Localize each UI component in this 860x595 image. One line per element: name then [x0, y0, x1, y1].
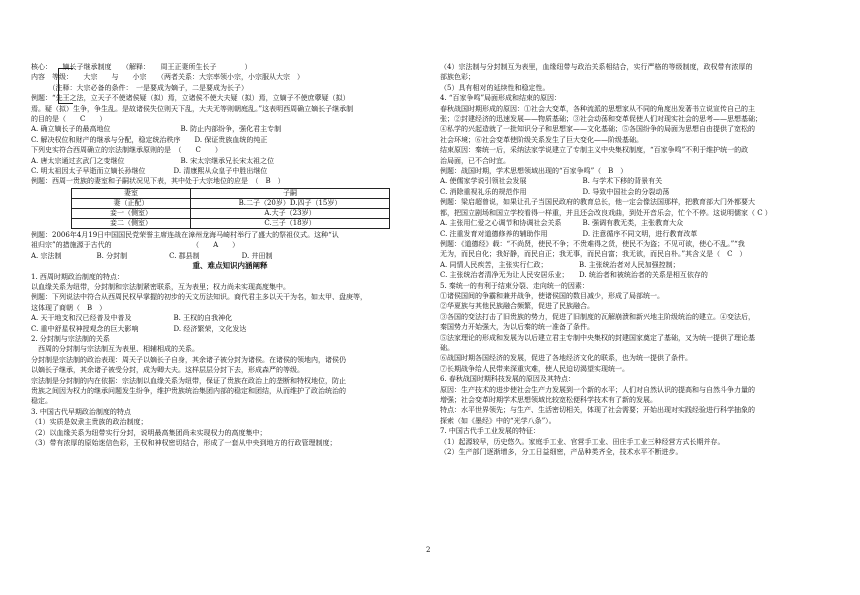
text-line: 核心： 嫡长子继承制度 （解释： 周王正妻所生长子 ） — [31, 63, 252, 71]
text-line: 例题：下列说法中符合从西周民权早掌握的初步的天文历法知识。商代君主多以天干为名，如太甲、盘庚等， — [31, 293, 367, 302]
text-line: 社会环境；⑥社会变革使阶级关系发生了巨大变化——阶级基础。 — [440, 135, 643, 144]
section-title: 重、难点知识内涵阐释 — [192, 261, 268, 271]
left-lines-block-2 — [31, 230, 429, 261]
text-line: 4. “百家争鸣”局面形成和结束的原因： — [440, 94, 562, 103]
text-line: 这体现了商朝（ B ） — [31, 303, 107, 312]
text-line: 3. 中国古代早期政治制度的特点 — [31, 407, 131, 416]
table-cell: 妾二（侧室） — [72, 218, 191, 228]
text-line: ⑦长期战争给人民带来深重灾难，使人民迫切渴望实现统一。 — [440, 364, 629, 373]
text-line: 祖归宗”的措施源于古代的 （ A ） — [31, 241, 240, 250]
text-line: 张；②封建经济的迅速发展——物质基础；③社会动荡和变革促使人们对现实社会的思考——思想基础； — [440, 115, 762, 124]
text-line: 焉。疑（拟）生争，争生乱。是故诸侯失位则天下乱，大夫无等则朝庭乱。”这表明西周确立嫡长子继承制 — [31, 104, 354, 113]
right-lines-block — [440, 62, 846, 457]
text-line: 西周的分封制与宗法制互为表里、相辅相成的关系。 — [31, 345, 199, 354]
text-line: C. 主张统治者清净无为让人民安居乐业； D. 统治者和被统治者的关系是相互依存的 — [440, 271, 708, 280]
text-line: A. 使儒家学说引领社会发展 B. 与学术下移的背景有关 — [440, 177, 663, 186]
text-line: 部族色彩； — [440, 73, 475, 82]
table-cell: C.三子（18岁） — [191, 218, 390, 228]
left-lines-block-3 — [31, 272, 429, 449]
text-line: 增强；社会变革时期学术思想领域比较宽松便科学技术有了新的发展。 — [440, 396, 657, 404]
table-header-row — [72, 188, 390, 198]
text-line: ⑤法家理论的形成和发展为以后建立君主专制中央集权的封建国家奠定了基础，又为统一提供了理论基 — [440, 333, 755, 342]
text-line: ⑥战国时期各国经济的发展，促进了各地经济文化的联系，也为统一提供了条件。 — [440, 354, 692, 363]
text-line: 探索（如《墨经》中的“光学八条”）。 — [440, 416, 556, 425]
table-row — [72, 198, 390, 208]
text-line: 特点：水平世界领先；与生产、生活密切相关，体现了社会需要；开始出现对实践经验进行科学抽象的 — [440, 406, 755, 415]
table-cell: B.二子（20岁）D.四子（15岁） — [191, 198, 390, 208]
text-line: （2）生产部门逐渐增多，分工日益细密，产品种类齐全，技术水平不断进步。 — [440, 448, 683, 457]
text-line: A. 宗法制 B. 分封制 C. 郡县制 D. 井田制 — [31, 251, 273, 260]
text-line: 宗法制是分封制的内在依据：宗法制以血缘关系为纽带，保证了贵族在政治上的垄断和特权地位，防止 — [31, 376, 346, 385]
table-cell: A.大子（23岁） — [191, 208, 390, 218]
text-line: （1）起源较早，历史悠久。家庭手工业、官营手工业、田庄手工业三种经营方式长期并存。 — [440, 437, 725, 446]
left-column — [31, 62, 429, 448]
text-line: A. 同情人民疾苦，主张实行仁政； B. 主张统治者对人民加强控制； — [440, 260, 680, 269]
text-line: ②华夏族与其他民族融合频繁，促进了民族融合。 — [440, 302, 594, 311]
text-line: 治局面，已不合时宜。 — [440, 156, 510, 165]
text-line: C. 明太祖因太子早逝而立嫡长孙继位 D. 清康熙从众皇子中胜出继位 — [31, 167, 268, 176]
text-line: （4）宗法制与分封制互为表里，血缘纽带与政治关系相结合，实行严格的等级制度，政权带有浓厚的 — [440, 63, 753, 71]
text-line: （1）实质是奴隶主贵族的政治制度； — [31, 418, 148, 427]
text-line: ③各国的变法打击了旧贵族的势力，促进了旧制度的瓦解崩溃和新兴地主阶级统治的建立。④变法后， — [440, 312, 755, 321]
text-line: 贵族之间因为权力的继承问题发生纷争，维护贵族统治集团内部的稳定和团结，从而维护了政治统治的 — [31, 386, 346, 395]
text-line: 春秋战国时期形成的原因：①社会大变革，各种流派的思想家从不同的角度出发著书立说宣传自己的主 — [440, 104, 755, 113]
text-line: 下列史实符合西周确立的宗法制继承原则的是 （ C ） — [31, 146, 222, 155]
family-table — [71, 188, 390, 229]
text-line: 础。 — [440, 343, 454, 352]
text-line: 以血缘关系为纽带，分封制和宗法制紧密联系，互为表里；权力尚未实现高度集中。 — [31, 282, 290, 291]
table-cell: 妻（正配） — [72, 198, 191, 208]
table-row — [72, 208, 390, 218]
text-line: ④私学的兴起造就了一批知识分子和思想家——文化基础；⑤各国纷争的局面为思想自由提供了宽松的 — [440, 125, 755, 134]
text-line: C. 重中舒星权神授观念的巨大影响 D. 经济繁荣，文化发达 — [31, 324, 247, 333]
text-line: （3）带有浓厚的原始迷信色彩，王权和神权密切结合，形成了一套从中央到地方的行政管理制度； — [31, 439, 337, 447]
text-line: 例题：梁启超曾说，如果让孔子当国民政府的教育总长，他一定会像法国那样，把教育部大门外都要大 — [440, 198, 755, 207]
text-line: 的目的是（ C ） — [31, 115, 107, 124]
text-line: 例题：2006年4月19日中国国民党荣誉主席连战在漳州龙海马崎村举行了盛大的祭祖仪式。这种“认 — [31, 230, 339, 239]
text-line: 无为，而民自化；我好静，而民自正；我无事，而民自富；我无欲，而民自朴。”其含义是（ C ） — [440, 250, 747, 259]
text-line: 1. 西周时期政治制度的特点： — [31, 272, 124, 281]
text-line: 以嫡长子继承，其余诸子被受分封，成为卿大夫。这样层层分封下去，形成森严的等级。 — [31, 366, 304, 375]
text-line: 分封制是宗法制的政治表现：周天子以嫡长子自身，其余诸子被分封为诸侯。在诸侯的领地内，诸侯仍 — [31, 355, 346, 364]
right-column — [440, 62, 846, 457]
text-line: A. 唐太宗通过玄武门之变继位 B. 宋太宗继承兄长宋太祖之位 — [31, 156, 275, 165]
text-line: 例题：“先王之法，立天子不使诸侯疑（拟）焉，立诸侯不使大夫疑（拟）焉，立嫡子不使庶孽疑（拟） — [31, 94, 350, 103]
text-line: 稳定。 — [31, 397, 52, 406]
text-line: 例题：《道德经》载：“不尚贤，使民不争；不贵难得之货，使民不为盗；不见可欲，使心不乱。”“我 — [440, 239, 745, 248]
text-line: C. 解决权位和财产的继承与分配，稳定统治秩序 D. 保证贵族血统的纯正 — [31, 135, 268, 144]
text-line: A. 主张用仁爱之心调节和协调社会关系 B. 强调有教无类，主张教育大众 — [440, 219, 684, 228]
text-line: 内容 等级： 大宗 与 小宗 （两者关系：大宗率领小宗，小宗服从大宗 ） — [31, 73, 304, 82]
text-line: C. 消除重视礼乐的规范作用 D. 导致中国社会的分裂动荡 — [440, 187, 670, 196]
table-header-cell: 子嗣 — [191, 188, 390, 198]
text-line: 2. 分封制与宗法制的关系 — [31, 334, 110, 343]
text-line: ①诸侯国间的争霸和兼并战争，使诸侯国的数目减少，形成了局部统一。 — [440, 291, 664, 300]
page-number: 2 — [426, 546, 431, 554]
text-line: 都，把国立剧场和国立学校看得一样重，并且还会改良戏曲，到处开音乐会，忙个不停。这说明儒家（ C ） — [440, 208, 772, 217]
text-line: 结束原因：秦统一后，采纳法家学说建立了专制主义中央集权制度，“百家争鸣”不利于维护统一的政 — [440, 146, 749, 155]
text-line: 原因：生产技术的进步使社会生产力发展到一个新的水平；人们对自然认识的提高和与自然斗争力量的 — [440, 385, 755, 394]
text-line: 7. 中国古代手工业发展的特征： — [440, 427, 540, 436]
table-row — [72, 218, 390, 228]
text-line: 5. 秦统一的有利于结束分裂、走向统一的因素： — [440, 281, 589, 290]
table-cell: 妾一（侧室） — [72, 208, 191, 218]
text-line: A. 天干地支和汉已经普及中普及 B. 王权的自我神化 — [31, 314, 233, 323]
text-line: （5）具有相对的延续性和稳定性。 — [440, 83, 550, 92]
text-line: 6. 春秋战国时期科技发展的原因及其特点： — [440, 375, 575, 384]
text-line: （2）以血缘关系为纽带实行分封，说明最高集团尚未实现权力的高度集中； — [31, 428, 267, 437]
text-line: C. 注重发育对道德修养的辅助作用 D. 注意循序不同文明，进行教育改革 — [440, 229, 698, 238]
text-line: （注释：大宗必备的条件： 一是要成为嫡子，二是要成为长子） — [31, 83, 248, 92]
text-line: A. 确立嫡长子的最高地位 B. 防止内部纷争，强化君主专制 — [31, 125, 282, 134]
text-line: 例题：西周一贵族的妻室和子嗣状况见下表，其中处于大宗地位的应是 （ B ） — [31, 177, 285, 186]
text-line: 例题：战国时期，学术思想领域出现的“百家争鸣”（ B ） — [440, 167, 628, 176]
left-lines-block — [31, 62, 429, 187]
text-line: 秦国势力开始强大，为以后秦的统一准备了条件。 — [440, 323, 594, 332]
table-header-cell: 妻室 — [72, 188, 191, 198]
